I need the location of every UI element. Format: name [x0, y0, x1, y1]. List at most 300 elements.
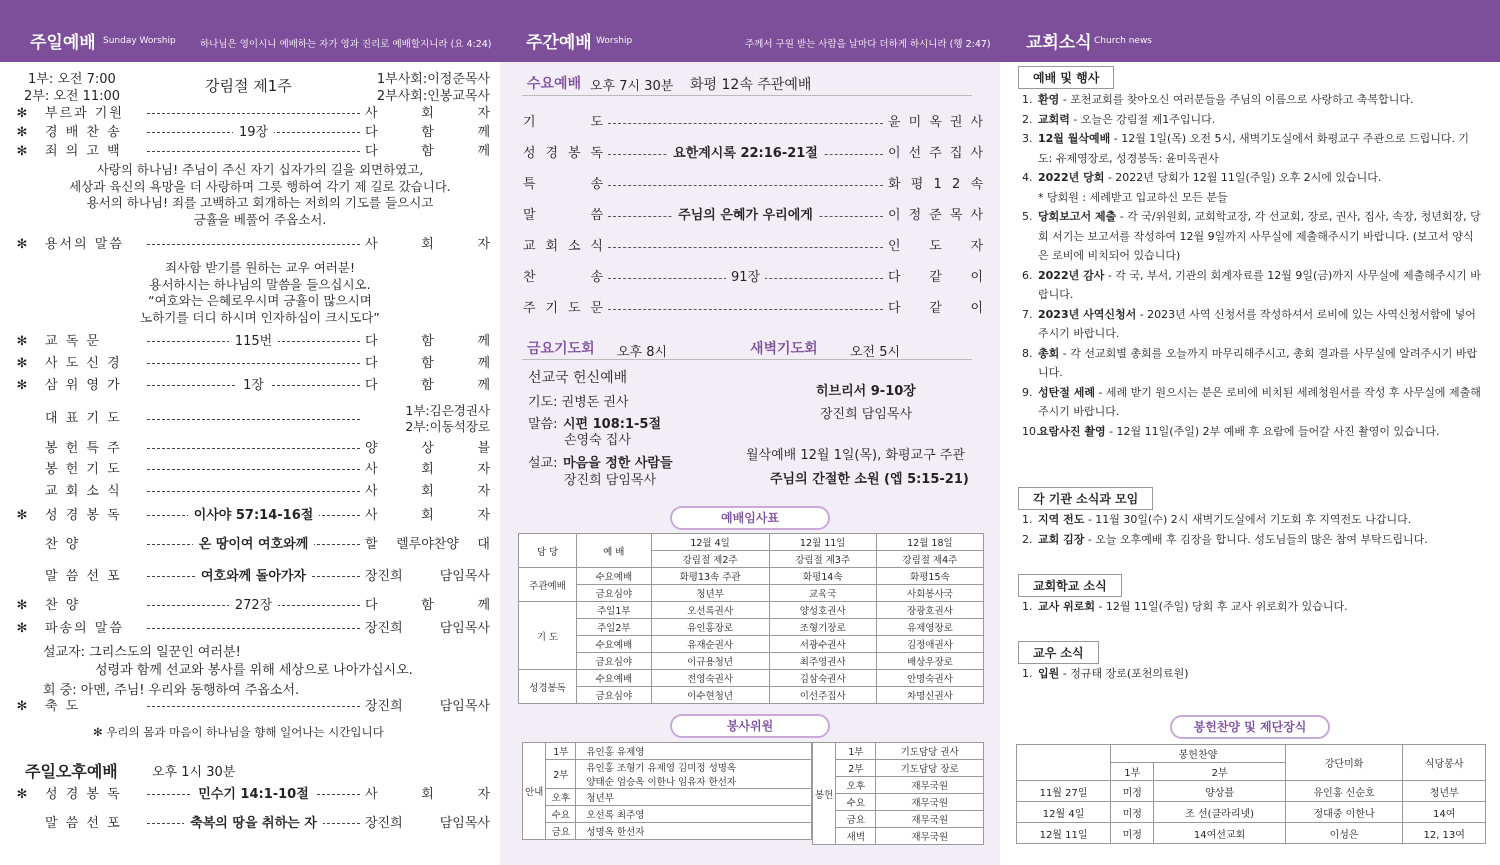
service-time-1: 1부: 오전 7:00 [28, 72, 116, 87]
usher-part: 오후 [546, 789, 576, 806]
order-label: 찬 양 [45, 537, 81, 552]
duty-cell: 청년부 [651, 585, 769, 602]
order-leader [365, 377, 490, 395]
member-news-box: 교우 소식 [1018, 641, 1099, 664]
news-item [1022, 90, 1482, 110]
order-leader-part: 함 [421, 356, 434, 371]
order-leader-part: 사 [365, 106, 378, 121]
news-table-cell: 양상블 [1154, 781, 1285, 802]
order-row [15, 568, 490, 586]
order-leader-part: 다 [365, 334, 378, 349]
duty-cell: 김정애권사 [876, 636, 983, 653]
org-news-list [1022, 510, 1482, 549]
pardon-line: “여호와는 은혜로우시며 긍휼이 많으시며 [148, 293, 372, 308]
usher-table [522, 742, 812, 840]
wednesday-label [523, 113, 603, 133]
offering-row [813, 777, 984, 794]
usher-row [523, 806, 812, 823]
order-label: 말 씀 선 포 [45, 569, 122, 584]
usher-row [523, 789, 812, 806]
star-mark: ✻ [16, 106, 28, 121]
divider [522, 359, 972, 360]
order-label: 죄 의 고 백 [45, 144, 122, 159]
order-row [15, 597, 490, 615]
confession-line: 용서의 하나님! 죄를 고백하고 회개하는 저희의 기도를 들으시고 [86, 195, 434, 210]
duty-cell: 수요예배 [577, 670, 652, 687]
order-leader-part: 장진희 [365, 621, 403, 636]
order-content [147, 333, 360, 351]
news-topic: 2023년 사역신청서 [1038, 307, 1137, 321]
news-table-cell: 유인홍 신순호 [1285, 781, 1403, 802]
news-item [1022, 207, 1482, 266]
offering-part: 오후 [836, 777, 876, 794]
duty-cell: 유인홍장로 [651, 619, 769, 636]
wednesday-leader [888, 113, 983, 133]
news-item [1022, 597, 1482, 617]
leader-char: 인 [888, 239, 901, 254]
duty-row [519, 653, 984, 670]
order-leader-part: 사 [365, 508, 378, 523]
news-number: 5. [1022, 210, 1033, 223]
leader-char: 선 [908, 146, 922, 161]
dash-line [147, 419, 360, 420]
friday-sermon-label: 설교: [528, 456, 558, 471]
order-content-text: 272장 [229, 598, 278, 613]
order-content-text: 115번 [229, 334, 278, 349]
news-number: 2. [1022, 112, 1033, 126]
leader-char: 이 [970, 270, 983, 285]
usher-names-line: 양태순 엄승옥 이한나 임유자 한선자 [586, 777, 737, 788]
news-detail: - 2022년 당회가 12월 11일(주일) 오후 2시에 있습니다. [1104, 171, 1382, 184]
events-box: 예배 및 행사 [1018, 66, 1114, 89]
offering-row [813, 743, 984, 760]
wednesday-leader [888, 144, 983, 164]
wednesday-row [518, 268, 983, 288]
duty-header-cell: 12월 4일 [651, 534, 769, 551]
leader-char: 평 [910, 177, 924, 192]
order-leader-part: 께 [477, 125, 490, 140]
news-table-cell: 12월 11일 [1017, 823, 1111, 844]
leader-char: 속 [970, 177, 983, 192]
order-row [15, 105, 490, 123]
wednesday-row [518, 206, 983, 226]
label-char: 문 [590, 301, 603, 316]
wednesday-leader [888, 175, 983, 195]
duty-cell: 교육국 [769, 585, 876, 602]
order-label: 봉 헌 기 도 [45, 462, 122, 477]
news-table-row [1017, 823, 1486, 844]
weekly-column [500, 62, 1000, 865]
news-topic: 2022년 당회 [1038, 171, 1105, 184]
order-content-text: 1장 [237, 378, 270, 393]
wednesday-content-text: 요한계시록 22:16-21절 [668, 146, 823, 161]
news-table-head: 1부 [1111, 763, 1154, 781]
order-label: 파송의 말씀 [45, 621, 124, 636]
order-leader-part: 담임목사 [439, 699, 490, 714]
label-char: 소 [567, 239, 581, 254]
dash-line [147, 448, 360, 449]
duty-cell: 주일2부 [577, 619, 652, 636]
sunday-worship-subtitle: Sunday Worship [103, 36, 176, 46]
dash-line [608, 247, 883, 248]
order-row [15, 377, 490, 395]
prayer-label: 대 표 기 도 [45, 411, 122, 426]
news-number: 3. [1022, 132, 1033, 145]
order-leader-part: 함 [421, 144, 434, 159]
order-leader [365, 698, 490, 716]
news-table-header [1017, 745, 1486, 763]
news-item [1022, 510, 1482, 530]
header-bar [0, 0, 1500, 62]
wednesday-content [608, 144, 883, 164]
dash-line [147, 244, 360, 245]
order-leader-part: 자 [477, 106, 490, 121]
duty-row [519, 619, 984, 636]
order-leader-part: 장진희 [365, 569, 403, 584]
sunday-column [0, 62, 500, 865]
usher-part: 1부 [546, 743, 576, 760]
order-row [15, 620, 490, 638]
dawn-by: 장진희 담임목사 [820, 407, 913, 422]
dash-line [608, 309, 883, 310]
news-table-cell: 청년부 [1403, 781, 1486, 802]
leader-char: 정 [908, 208, 922, 223]
news-detail: - 2023년 사역 신청서를 작성하셔서 로비에 있는 사역신청서함에 넣어주시기 바랍니다. [1038, 307, 1476, 340]
events-list [1022, 90, 1482, 441]
duty-cell: 수요예배 [577, 568, 652, 585]
offering-part: 2부 [836, 760, 876, 777]
offering-person: 기도담당 장로 [876, 760, 984, 777]
dash-line [147, 151, 360, 152]
duty-cell: 유제영장로 [876, 619, 983, 636]
news-item [1022, 188, 1482, 208]
prayer-leader-1: 1부:김은경권사 [405, 403, 490, 418]
order-content [147, 507, 360, 525]
order-leader-part: 께 [477, 378, 490, 393]
news-table-cell: 11월 27일 [1017, 781, 1111, 802]
order-label: 교 독 문 [45, 334, 101, 349]
news-item [1022, 305, 1482, 344]
news-topic: 당회보고서 제출 [1038, 210, 1117, 223]
order-leader [365, 333, 490, 351]
news-topic: 12월 월삭예배 [1038, 132, 1111, 145]
news-detail: - 오늘 오후예배 후 김장을 합니다. 성도님들의 많은 참여 부탁드립니다. [1084, 532, 1428, 546]
order-leader-part: 함 [421, 125, 434, 140]
star-mark: ✻ [16, 378, 28, 393]
offering-table [812, 742, 984, 845]
duty-row [519, 602, 984, 619]
duty-cell: 이선주집사 [769, 687, 876, 704]
offering-row [813, 811, 984, 828]
order-row [15, 440, 490, 458]
order-leader-part: 자 [477, 484, 490, 499]
order-row [15, 143, 490, 161]
offering-part: 금요 [836, 811, 876, 828]
news-table-head: 봉헌찬양 [1111, 745, 1286, 763]
duty-cell: 화평15속 [876, 568, 983, 585]
wednesday-label [523, 206, 603, 226]
order-row [15, 124, 490, 142]
confession-text [30, 162, 490, 228]
news-table-cell: 12월 4일 [1017, 802, 1111, 823]
usher-row [523, 743, 812, 760]
news-topic: 입원 [1038, 667, 1060, 680]
news-item [1022, 530, 1482, 550]
duty-cell: 금요심야 [577, 687, 652, 704]
sending-line-3: 회 중: 아멘, 주님! 우리와 동행하여 주옵소서. [43, 683, 300, 698]
leader-char: 이 [888, 208, 901, 223]
usher-row [523, 760, 812, 789]
order-label: 축 도 [45, 699, 81, 714]
pardon-line: 죄사함 받기를 원하는 교우 여러분! [165, 260, 355, 275]
duty-cell: 최주영권사 [769, 653, 876, 670]
dawn-text: 히브리서 9-10장 [816, 384, 916, 399]
school-news-box: 교회학교 소식 [1018, 574, 1122, 597]
order-leader-part: 렐루야찬양 [396, 537, 459, 552]
news-table-row [1017, 802, 1486, 823]
wednesday-leader [888, 268, 983, 288]
order-leader [365, 620, 490, 638]
offering-part: 새벽 [836, 828, 876, 845]
star-mark: ✻ [16, 508, 28, 523]
duty-group-cell: 주관예배 [519, 568, 577, 602]
pardon-line: 용서하시는 하나님의 말씀을 들으십시오. [149, 276, 371, 292]
order-leader-part: 다 [365, 378, 378, 393]
duty-header-cell: 예 배 [577, 534, 652, 568]
order-leader [365, 815, 490, 833]
news-table-cell: 미정 [1111, 823, 1154, 844]
leader-char: 자 [970, 239, 983, 254]
order-leader-part: 회 [421, 106, 434, 121]
news-number: 1. [1022, 667, 1033, 680]
order-content [147, 377, 360, 395]
duty-row [519, 670, 984, 687]
usher-names-line: 성명옥 한선자 [586, 827, 645, 838]
wednesday-label [523, 237, 603, 257]
star-mark: ✻ [16, 621, 28, 636]
order-leader [365, 355, 490, 373]
order-leader [365, 143, 490, 161]
dash-line [147, 469, 360, 470]
news-table-corner [1017, 745, 1111, 781]
duty-roster-table [518, 533, 984, 704]
order-label: 찬 양 [45, 598, 81, 613]
offering-part: 수요 [836, 794, 876, 811]
duty-cell: 금요심야 [577, 653, 652, 670]
leader-char: 미 [908, 115, 922, 130]
label-char: 성 [523, 146, 536, 161]
order-content-text: 19장 [233, 125, 274, 140]
order-leader-part: 함 [421, 334, 434, 349]
news-table-cell: 14여선교회 [1154, 823, 1285, 844]
offering-person: 재무국원 [876, 794, 984, 811]
friday-word: 시편 108:1-5절 [563, 417, 662, 432]
order-leader-part: 다 [365, 598, 378, 613]
leader-1: 1부사회:이정준목사 [376, 72, 490, 87]
news-table-cell: 14여 [1403, 802, 1486, 823]
duty-row [519, 636, 984, 653]
duty-group-cell: 성경봉독 [519, 670, 577, 704]
usher-names [576, 806, 812, 823]
news-item [1022, 266, 1482, 305]
order-leader-part: 양 [365, 441, 378, 456]
duty-cell: 전영숙권사 [651, 670, 769, 687]
duty-cell: 화평14속 [769, 568, 876, 585]
usher-names [576, 743, 812, 760]
offering-part: 1부 [836, 743, 876, 760]
order-leader [365, 786, 490, 804]
label-char: 찬 [523, 270, 536, 285]
order-leader-part: 담임목사 [439, 621, 490, 636]
wednesday-content [608, 268, 883, 288]
wednesday-content-text: 주님의 은혜가 우리에게 [673, 208, 818, 223]
order-content [147, 124, 360, 142]
news-detail: - 정규태 장로(포천의료원) [1059, 667, 1189, 680]
label-char: 교 [523, 239, 536, 254]
duty-row [519, 585, 984, 602]
weekly-verse: 주께서 구원 받는 사람을 날마다 더하게 하시니라 (행 2:47) [745, 39, 991, 50]
duty-cell: 서광수권사 [769, 636, 876, 653]
duty-cell: 안명숙권사 [876, 670, 983, 687]
label-char: 주 [523, 301, 536, 316]
friday-name: 선교국 헌신예배 [528, 370, 628, 386]
dash-line [147, 706, 360, 707]
dash-line [147, 491, 360, 492]
news-item [1022, 383, 1482, 422]
dash-line [608, 185, 883, 186]
order-leader-part: 다 [365, 356, 378, 371]
sending-line-2: 성령과 함께 선교와 봉사를 위해 세상으로 나아가십시오. [95, 663, 413, 678]
news-table-cell: 12, 13여 [1403, 823, 1486, 844]
weekly-worship-title: 주간예배 [526, 33, 592, 53]
order-row [15, 698, 490, 716]
order-leader-part: 대 [477, 537, 490, 552]
leader-char: 다 [888, 270, 901, 285]
monthly-text: 주님의 간절한 소원 (엡 5:15-21) [770, 472, 969, 487]
dash-line [147, 628, 360, 629]
dawn-time: 오전 5시 [850, 345, 901, 360]
order-row [15, 461, 490, 479]
friday-word-label: 말씀: [528, 417, 558, 432]
duty-cell: 사회봉사국 [876, 585, 983, 602]
duty-subheader-cell: 강림절 제3주 [769, 551, 876, 568]
news-table-head: 강단미화 [1285, 745, 1403, 781]
order-leader-part: 할 [365, 537, 378, 552]
prayer-row [15, 403, 490, 434]
order-row [15, 536, 490, 554]
duty-subheader-cell: 강림절 제2주 [651, 551, 769, 568]
news-number: 10. [1022, 424, 1040, 438]
duty-row [519, 568, 984, 585]
star-mark: ✻ [16, 334, 28, 349]
wednesday-content [608, 206, 883, 226]
org-news-box: 각 기관 소식과 모임 [1018, 487, 1153, 510]
news-detail: - 각 국/위원회, 교회학교장, 각 선교회, 장로, 권사, 집사, 속장, 청년회장, 당회 서기는 보고서를 작성하여 12월 9일까지 사무실에 제출해주시기 바랍니다. (보고서 양식은 로비에 비치되어 있습니다) [1038, 210, 1481, 262]
confession-line: 세상과 육신의 욕망을 더 사랑하며 그릇 행하여 각기 제 길로 갔습니다. [69, 178, 451, 194]
friday-title: 금요기도회 [527, 341, 595, 357]
news-topic: 총회 [1038, 346, 1060, 360]
duty-cell: 양성호권사 [769, 602, 876, 619]
usher-label: 안내 [523, 743, 546, 840]
afternoon-worship-time: 오후 1시 30분 [152, 765, 236, 780]
leader-char: 도 [929, 239, 942, 254]
order-leader [365, 124, 490, 142]
duty-cell: 수요예배 [577, 636, 652, 653]
duty-row [519, 687, 984, 704]
order-leader [365, 507, 490, 525]
news-detail: - 세례 받기 원으시는 분은 로비에 비치된 세례청원서를 작성 후 사무실에 제출해주시기 바랍니다. [1038, 385, 1481, 418]
order-row [15, 355, 490, 373]
dash-line [147, 363, 360, 364]
order-leader-part: 함 [421, 598, 434, 613]
order-leader-part: 블 [477, 441, 490, 456]
order-leader [365, 440, 490, 458]
offering-person: 재무국원 [876, 777, 984, 794]
news-table-cell: 미정 [1111, 802, 1154, 823]
news-number: 9. [1022, 385, 1033, 399]
order-leader-part: 장진희 [365, 699, 403, 714]
order-label: 용서의 말씀 [45, 237, 124, 252]
wednesday-leader [888, 299, 983, 319]
star-mark: ✻ [16, 699, 28, 714]
star-mark: ✻ [16, 356, 28, 371]
label-char: 회 [545, 239, 559, 254]
label-char: 기 [523, 115, 536, 130]
confession-line: 사랑의 하나님! 주님이 주신 자기 십자가의 길을 외면하였고, [96, 162, 424, 177]
wednesday-lead: 화평 12속 주관예배 [690, 77, 812, 93]
order-leader-part: 함 [421, 378, 434, 393]
leader-char: 2 [951, 177, 961, 192]
order-leader-part: 회 [421, 462, 434, 477]
friday-time: 오후 8시 [617, 345, 668, 360]
duty-header-row [519, 534, 984, 551]
duty-cell: 화평13속 주관 [651, 568, 769, 585]
leader-char: 주 [929, 146, 942, 161]
news-table-cell: 이성은 [1285, 823, 1403, 844]
order-label: 성 경 봉 독 [45, 508, 122, 523]
leader-char: 목 [949, 208, 963, 223]
offering-person: 재무국원 [876, 828, 984, 845]
star-mark: ✻ [16, 598, 28, 613]
leader-char: 화 [888, 177, 901, 192]
offering-label: 봉헌 [813, 743, 836, 845]
offering-music-table [1016, 744, 1486, 844]
usher-part: 수요 [546, 806, 576, 823]
wednesday-row [518, 175, 983, 195]
duty-cell: 유재순권사 [651, 636, 769, 653]
order-content [147, 597, 360, 615]
wednesday-title: 수요예배 [527, 76, 582, 92]
duty-header-cell: 12월 18일 [876, 534, 983, 551]
order-content-text: 여호와께 돌아가자 [195, 569, 312, 584]
order-leader-part: 다 [365, 144, 378, 159]
order-leader-part: 회 [421, 237, 434, 252]
news-detail: * 당회원 : 세례받고 입교하신 모든 분들 [1038, 190, 1228, 204]
wednesday-label [523, 175, 603, 195]
wednesday-label [523, 144, 603, 164]
order-content [147, 815, 360, 833]
news-detail: - 11월 30일(수) 2시 새벽기도실에서 기도회 후 지역전도 나갑니다. [1084, 513, 1412, 526]
news-detail: - 각 국, 부서, 기관의 회계자료를 12월 9일(금)까지 사무실에 제출해주시기 바랍니다. [1038, 268, 1481, 301]
church-news-subtitle: Church news [1094, 36, 1152, 46]
news-number: 6. [1022, 268, 1033, 282]
news-table-cell: 조 선(클라리넷) [1154, 802, 1285, 823]
order-leader [365, 597, 490, 615]
dash-line [147, 113, 360, 114]
order-content-text: 축복의 땅을 취하는 자 [184, 816, 323, 831]
star-mark: ✻ [16, 237, 28, 252]
order-label: 부르과 기원 [45, 106, 124, 121]
